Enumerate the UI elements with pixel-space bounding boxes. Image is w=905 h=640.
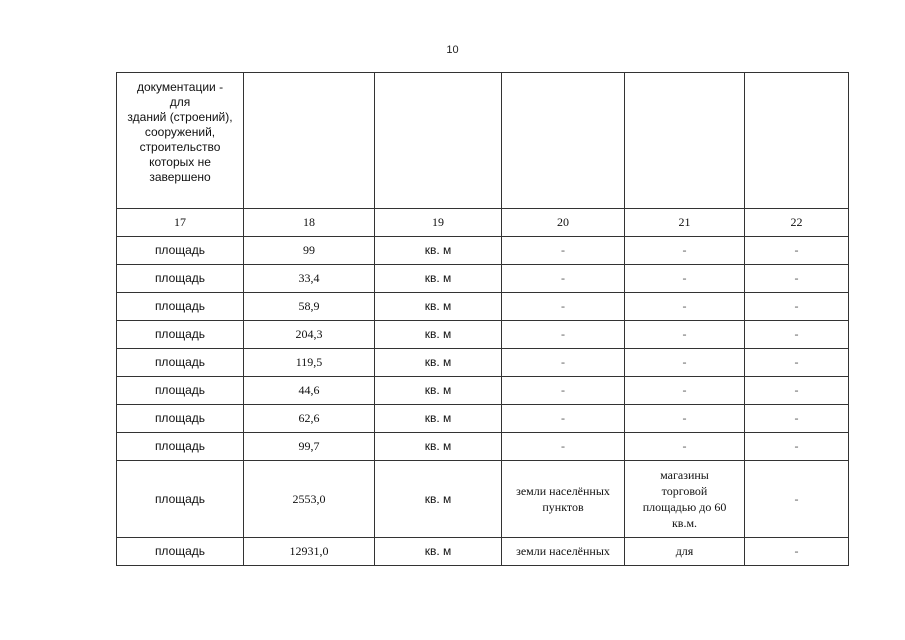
land-category: -: [502, 405, 625, 433]
area-label: площадь: [117, 538, 244, 566]
land-category: -: [502, 433, 625, 461]
column-number: 19: [375, 209, 502, 237]
column-number: 21: [625, 209, 745, 237]
permitted-use: -: [625, 433, 745, 461]
land-category: [502, 461, 625, 538]
column-number: 17: [117, 209, 244, 237]
land-category-line: пунктов: [542, 500, 584, 514]
column-22-value: -: [745, 321, 849, 349]
table-row: [117, 377, 849, 405]
area-unit: кв. м: [375, 349, 502, 377]
area-label: площадь: [117, 433, 244, 461]
area-value: 44,6: [244, 377, 375, 405]
table-header-row: [117, 73, 849, 209]
header-cell-21: [625, 73, 745, 209]
header-line: для: [169, 95, 191, 109]
permitted-use: для: [625, 538, 745, 566]
table-row: [117, 265, 849, 293]
column-22-value: -: [745, 377, 849, 405]
area-unit: кв. м: [375, 321, 502, 349]
area-value: 62,6: [244, 405, 375, 433]
header-line: сооружений,: [144, 125, 216, 139]
table-row: [117, 321, 849, 349]
page-number: 10: [446, 44, 459, 56]
table-row: [117, 461, 849, 538]
area-label: площадь: [117, 293, 244, 321]
land-category: -: [502, 349, 625, 377]
table-row: [117, 433, 849, 461]
column-number: 20: [502, 209, 625, 237]
area-unit: кв. м: [375, 405, 502, 433]
area-value: 2553,0: [244, 461, 375, 538]
area-unit: кв. м: [375, 538, 502, 566]
land-category: -: [502, 265, 625, 293]
column-number: 18: [244, 209, 375, 237]
header-line: зданий (строений),: [127, 110, 233, 124]
area-label: площадь: [117, 405, 244, 433]
permitted-use: -: [625, 265, 745, 293]
column-22-value: -: [745, 265, 849, 293]
header-cell-22: [745, 73, 849, 209]
area-unit: кв. м: [375, 237, 502, 265]
permitted-use: [625, 461, 745, 538]
area-unit: кв. м: [375, 433, 502, 461]
table-row: [117, 349, 849, 377]
area-value: 99: [244, 237, 375, 265]
column-number-row: [117, 209, 849, 237]
column-22-value: -: [745, 293, 849, 321]
permitted-use: -: [625, 293, 745, 321]
area-label: площадь: [117, 349, 244, 377]
area-label: площадь: [117, 265, 244, 293]
land-category: -: [502, 293, 625, 321]
land-category-line: земли населённых: [516, 484, 610, 498]
permitted-use-line: кв.м.: [671, 516, 698, 530]
area-value: 58,9: [244, 293, 375, 321]
header-line: документации -: [136, 80, 224, 94]
area-label: площадь: [117, 377, 244, 405]
table-row: [117, 405, 849, 433]
area-label: площадь: [117, 237, 244, 265]
area-value: 204,3: [244, 321, 375, 349]
permitted-use-line: торговой: [661, 484, 708, 498]
permitted-use-line: площадью до 60: [642, 500, 727, 514]
permitted-use: -: [625, 321, 745, 349]
permitted-use: -: [625, 405, 745, 433]
land-category: -: [502, 237, 625, 265]
header-cell-19: [375, 73, 502, 209]
column-22-value: -: [745, 433, 849, 461]
property-table: [116, 72, 849, 566]
area-label: площадь: [117, 461, 244, 538]
column-22-value: -: [745, 405, 849, 433]
column-22-value: -: [745, 237, 849, 265]
table-row: [117, 538, 849, 566]
area-value: 99,7: [244, 433, 375, 461]
area-unit: кв. м: [375, 461, 502, 538]
header-line: строительство: [139, 140, 221, 154]
permitted-use: -: [625, 237, 745, 265]
permitted-use-line: магазины: [660, 468, 709, 482]
permitted-use: -: [625, 377, 745, 405]
land-category: земли населённых: [502, 538, 625, 566]
area-label: площадь: [117, 321, 244, 349]
header-line: которых не: [149, 155, 211, 169]
area-unit: кв. м: [375, 293, 502, 321]
column-22-value: -: [745, 461, 849, 538]
header-line: завершено: [149, 170, 211, 184]
column-22-value: -: [745, 538, 849, 566]
header-cell-17: [117, 73, 244, 209]
column-22-value: -: [745, 349, 849, 377]
header-cell-18: [244, 73, 375, 209]
area-value: 12931,0: [244, 538, 375, 566]
column-number: 22: [745, 209, 849, 237]
land-category: -: [502, 321, 625, 349]
area-unit: кв. м: [375, 265, 502, 293]
area-value: 119,5: [244, 349, 375, 377]
header-cell-20: [502, 73, 625, 209]
land-category: -: [502, 377, 625, 405]
table-row: [117, 293, 849, 321]
table-row: [117, 237, 849, 265]
permitted-use: -: [625, 349, 745, 377]
area-unit: кв. м: [375, 377, 502, 405]
area-value: 33,4: [244, 265, 375, 293]
